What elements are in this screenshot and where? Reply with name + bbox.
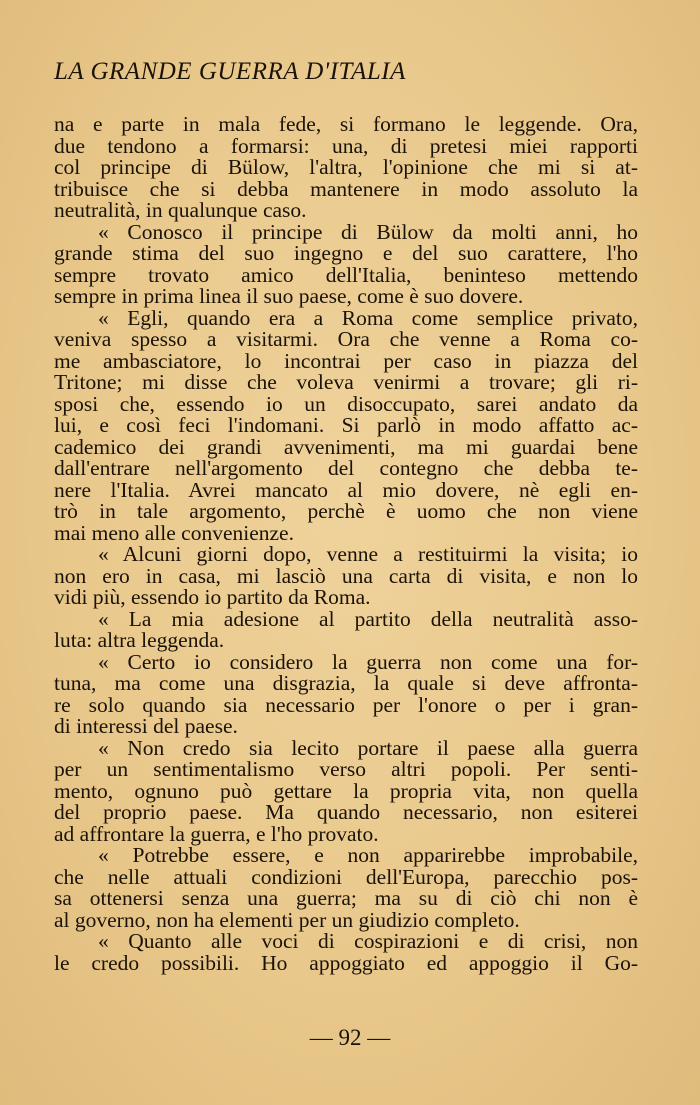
text-line: cademico dei grandi avvenimenti, ma mi guardai bene (54, 434, 638, 459)
text-line: « La mia adesione al partito della neutralità asso- (98, 606, 638, 631)
running-head: LA GRANDE GUERRA D'ITALIA (54, 58, 406, 85)
text-line: due tendono a formarsi: una, di pretesi miei rapporti (54, 133, 638, 158)
text-line: col principe di Bülow, l'altra, l'opinione che mi si at- (54, 155, 638, 179)
text-line: veniva spesso a visitarmi. Ora che venne a Roma co- (54, 327, 638, 351)
text-line: « Alcuni giorni dopo, venne a restituirmi la visita; io (98, 542, 638, 566)
text-line: mai meno alle convenienze. (54, 520, 294, 545)
text-line: ad affrontare la guerra, e l'ho provato. (54, 821, 379, 846)
text-line: tuna, ma come una disgrazia, la quale si deve affronta- (54, 671, 638, 695)
text-line: Tritone; mi disse che voleva venirmi a trovare; gli ri- (54, 370, 638, 394)
text-line: di interessi del paese. (54, 714, 238, 738)
text-line: neutralità, in qualunque caso. (54, 198, 307, 222)
text-line: trò in tale argomento, perchè è uomo che non viene (54, 499, 638, 523)
text-line: na e parte in mala fede, si formano le leggende. Ora, (54, 112, 638, 136)
text-line: grande stima del suo ingegno e del suo carattere, l'ho (54, 241, 638, 265)
text-line: sa ottenersi senza una guerra; ma su di ciò chi non è (54, 886, 638, 910)
text-line: re solo quando sia necessario per l'onore o per i gran- (54, 692, 638, 717)
text-line: che nelle attuali condizioni dell'Europa, parecchio pos- (54, 864, 638, 889)
text-line: nere l'Italia. Avrei mancato al mio dovere, nè egli en- (54, 477, 638, 502)
text-line: luta: altra leggenda. (54, 628, 225, 652)
text-line: « Quanto alle voci di cospirazioni e di crisi, non (98, 929, 638, 953)
page-number: — 92 — (309, 1025, 391, 1050)
text-line: non ero in casa, mi lasciò una carta di visita, e non lo (54, 563, 638, 588)
text-line: del proprio paese. Ma quando necessario, non esiterei (54, 800, 638, 824)
text-line: « Non credo sia lecito portare il paese alla guerra (98, 735, 638, 760)
text-line: sempre in prima linea il suo paese, come è suo dovere. (54, 284, 524, 308)
text-line: « Egli, quando era a Roma come semplice privato, (98, 305, 638, 330)
text-line: sposi che, essendo io un disoccupato, sarei andato da (54, 391, 638, 416)
text-line: tribuisce che si debba mantenere in modo assoluto la (54, 176, 638, 201)
text-line: mento, ognuno può gettare la propria vita, non quella (54, 778, 638, 803)
text-line: « Conosco il principe di Bülow da molti anni, ho (98, 219, 638, 244)
body-text (54, 114, 638, 974)
text-line: dall'entrare nell'argomento del contegno che debba te- (54, 456, 638, 480)
text-line: « Certo io considero la guerra non come una for- (98, 649, 638, 674)
text-line: per un sentimentalismo verso altri popoli. Per senti- (54, 757, 638, 781)
text-line: vidi più, essendo io partito da Roma. (54, 585, 371, 609)
text-line: lui, e così feci l'indomani. Si parlò in modo affatto ac- (54, 413, 638, 437)
text-line: « Potrebbe essere, e non apparirebbe improbabile, (98, 843, 638, 867)
text-line: sempre trovato amico dell'Italia, beninteso mettendo (54, 262, 638, 287)
text-line: me ambasciatore, lo incontrai per caso in piazza del (54, 348, 638, 373)
text-line: al governo, non ha elementi per un giudizio completo. (54, 907, 520, 932)
text-line: le credo possibili. Ho appoggiato ed appoggio il Go- (54, 950, 638, 975)
